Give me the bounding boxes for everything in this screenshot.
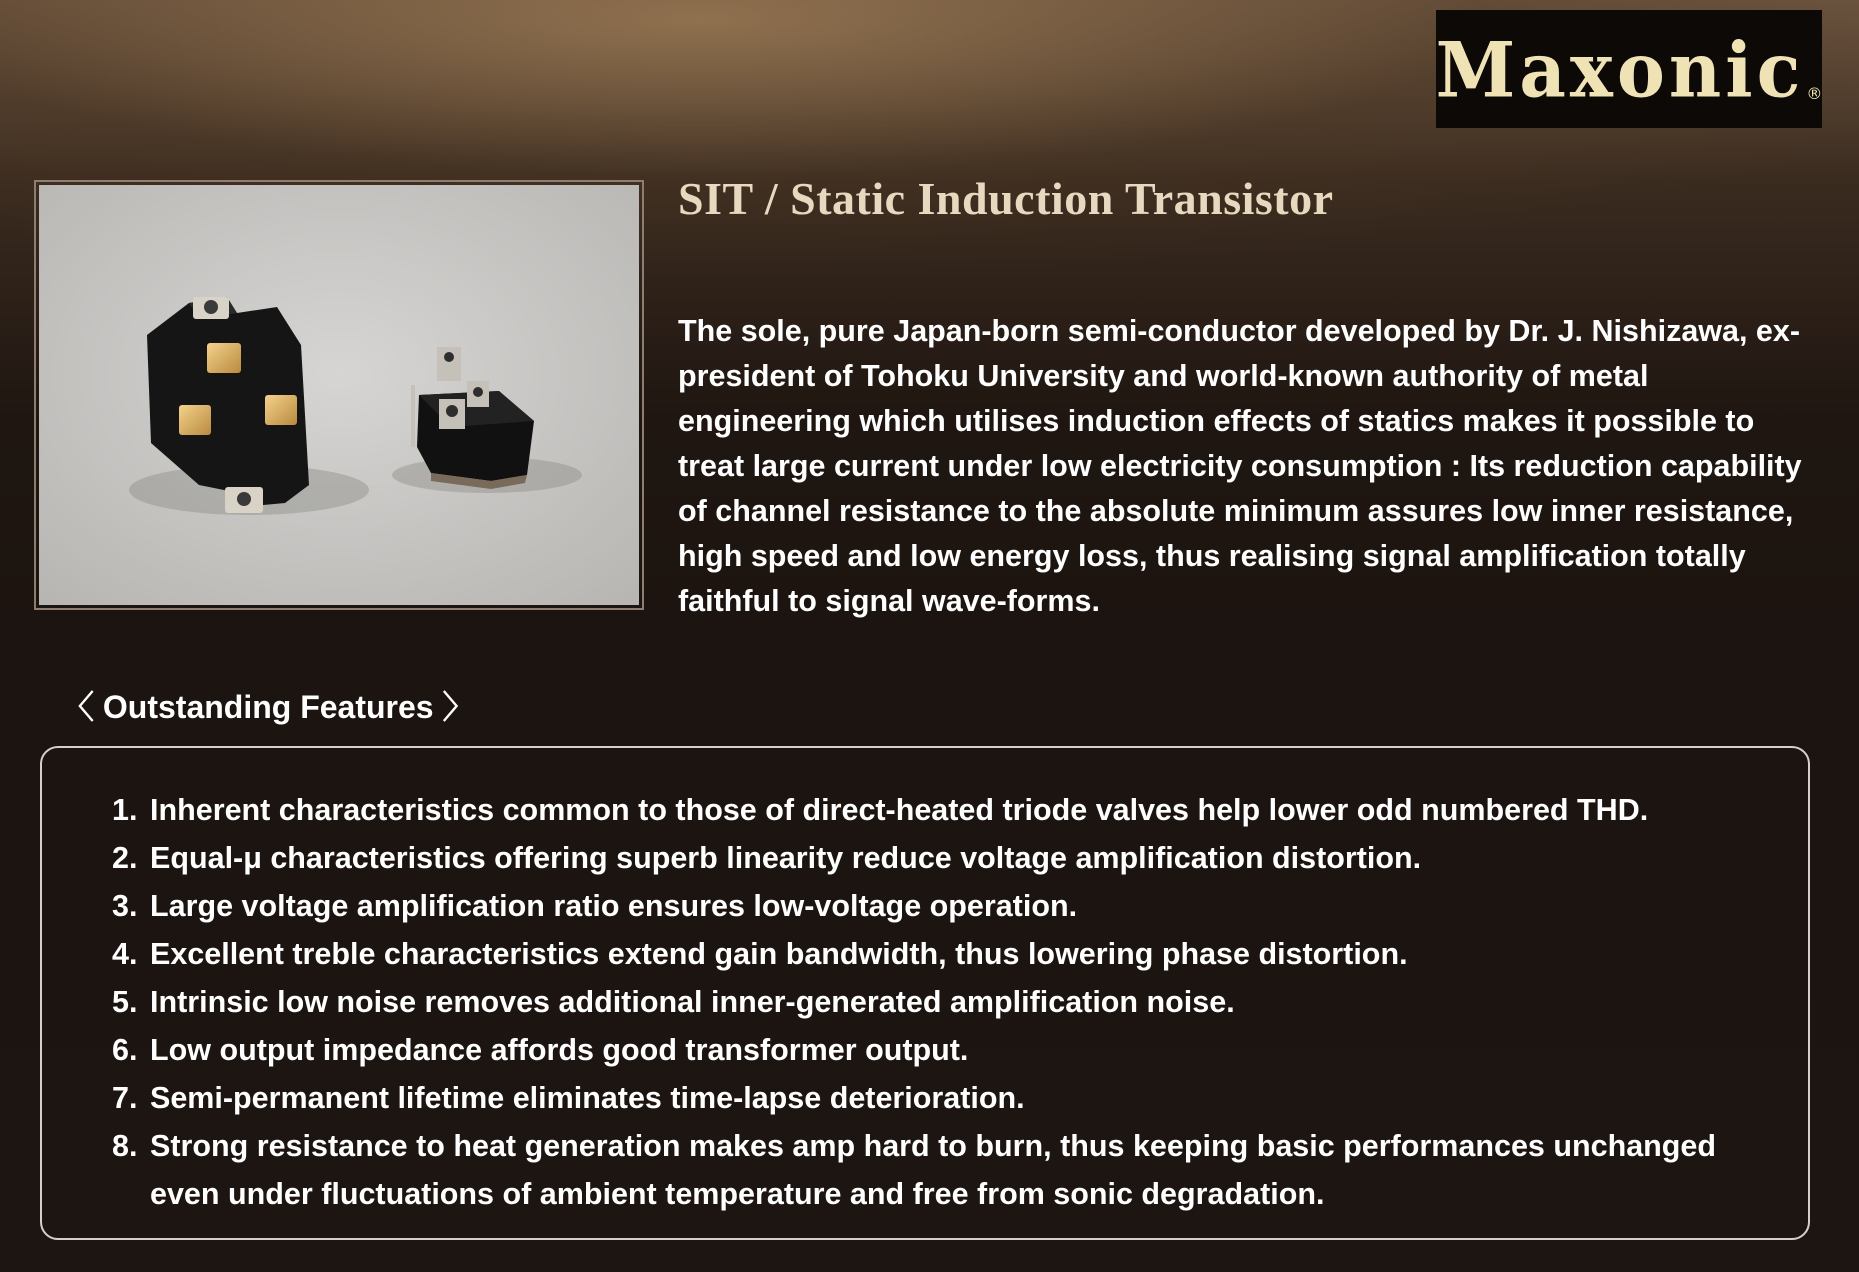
feature-number: 3.	[112, 889, 138, 923]
feature-text: Low output impedance affords good transformer output.	[150, 1033, 969, 1067]
feature-number: 7.	[112, 1081, 138, 1115]
feature-item	[112, 930, 1792, 978]
product-photo	[34, 180, 644, 610]
feature-item	[112, 1026, 1792, 1074]
feature-text: Excellent treble characteristics extend gain bandwidth, thus lowering phase distortion.	[150, 937, 1408, 971]
feature-text: Strong resistance to heat generation makes amp hard to burn, thus keeping basic performances unchanged even under fluctuations of ambient temperature and free from sonic degradation.	[150, 1129, 1717, 1211]
product-description: The sole, pure Japan-born semi-conductor developed by Dr. J. Nishizawa, ex-president of Tohoku University and world-known authority of metal engineering which utilises induction effects of statics makes it possible to treat large current under low electricity consumption : Its reduction capability of channel resistance to the absolute minimum assures low inner resistance, high speed and low energy loss, thus realising signal amplification totally faithful to signal wave-forms.	[678, 314, 1802, 618]
feature-item	[112, 978, 1792, 1026]
brand-logo	[1436, 10, 1822, 128]
feature-number: 6.	[112, 1033, 138, 1067]
feature-text: Intrinsic low noise removes additional inner-generated amplification noise.	[150, 985, 1235, 1019]
feature-number: 2.	[112, 841, 138, 875]
feature-item	[112, 1074, 1792, 1122]
feature-number: 4.	[112, 937, 138, 971]
logo-text: Maxonic	[1435, 24, 1805, 114]
feature-number: 1.	[112, 793, 138, 827]
transistor-photo-image	[39, 185, 639, 605]
features-box	[40, 746, 1810, 1240]
feature-item	[112, 1122, 1792, 1218]
registered-mark: ®	[1806, 83, 1823, 103]
feature-item	[112, 834, 1792, 882]
feature-item	[112, 786, 1792, 834]
feature-text: Inherent characteristics common to those of direct-heated triode valves help lower odd numbered THD.	[150, 793, 1649, 827]
feature-number: 8.	[112, 1129, 138, 1163]
feature-text: Large voltage amplification ratio ensures low-voltage operation.	[150, 889, 1078, 923]
feature-text: Semi-permanent lifetime eliminates time-lapse deterioration.	[150, 1081, 1025, 1115]
feature-number: 5.	[112, 985, 138, 1019]
product-title: SIT / Static Induction Transistor	[678, 173, 1334, 224]
feature-text: Equal-μ characteristics offering superb linearity reduce voltage amplification distortion.	[150, 841, 1422, 875]
features-list	[112, 786, 1792, 1218]
features-heading: 〈 Outstanding Features 〉	[62, 689, 475, 725]
feature-item	[112, 882, 1792, 930]
